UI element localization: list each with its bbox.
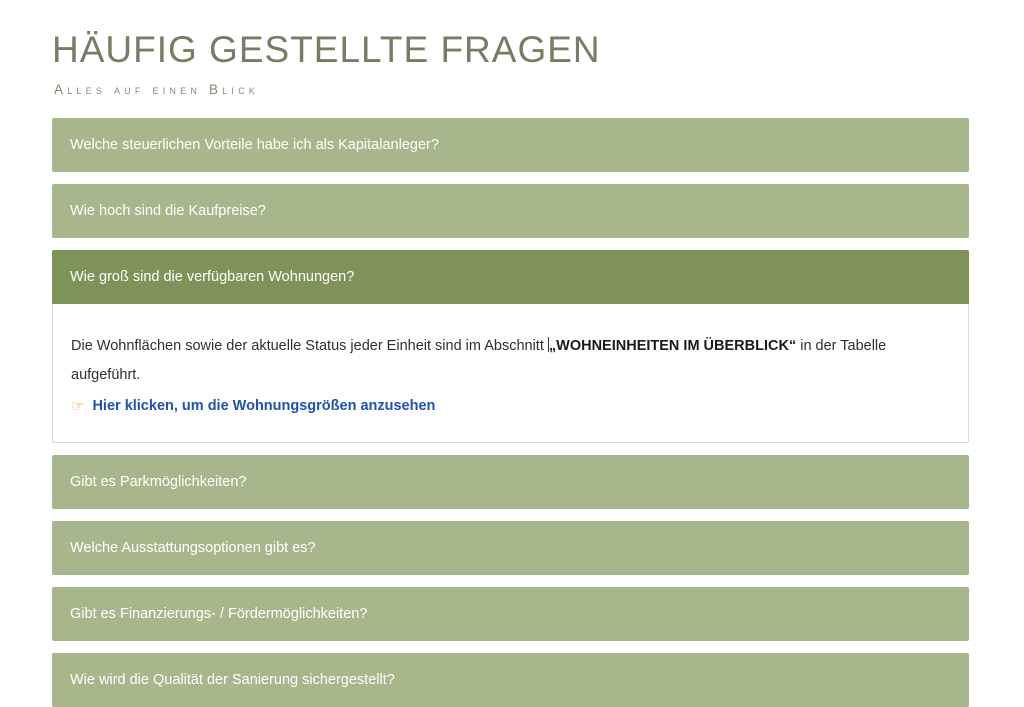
faq-answer-3-link-row xyxy=(71,396,946,416)
faq-accordion xyxy=(0,118,1024,707)
faq-question-7[interactable]: Wie wird die Qualität der Sanierung sichergestellt? xyxy=(52,653,969,707)
faq-question-1[interactable]: Welche steuerlichen Vorteile habe ich als Kapitalanleger? xyxy=(52,118,969,172)
faq-item-6 xyxy=(52,587,969,641)
text-caret xyxy=(548,337,549,352)
faq-answer-3-text-part1: Die Wohnflächen sowie der aktuelle Status jeder Einheit sind im Abschnitt xyxy=(71,338,548,354)
faq-answer-3-link[interactable]: Hier klicken, um die Wohnungsgrößen anzusehen xyxy=(92,398,436,414)
pointing-hand-icon: ☞ xyxy=(71,397,85,415)
faq-question-6[interactable]: Gibt es Finanzierungs- / Fördermöglichkeiten? xyxy=(52,587,969,641)
page-header xyxy=(0,0,1024,97)
faq-item-4 xyxy=(52,455,969,509)
faq-item-7 xyxy=(52,653,969,707)
faq-item-5 xyxy=(52,521,969,575)
faq-answer-3-text-emphasis: „WOHNEINHEITEN IM ÜBERBLICK“ xyxy=(548,338,797,354)
faq-question-4[interactable]: Gibt es Parkmöglichkeiten? xyxy=(52,455,969,509)
faq-answer-3-text-part2: in der Tabelle aufgeführt. xyxy=(71,338,887,383)
faq-question-3[interactable]: Wie groß sind die verfügbaren Wohnungen? xyxy=(52,250,969,304)
faq-item-3 xyxy=(52,250,969,443)
faq-item-2 xyxy=(52,184,969,238)
faq-question-5[interactable]: Welche Ausstattungsoptionen gibt es? xyxy=(52,521,969,575)
faq-answer-3 xyxy=(52,304,969,443)
faq-item-1 xyxy=(52,118,969,172)
page-subtitle: Alles auf einen Blick xyxy=(54,82,259,97)
faq-question-2[interactable]: Wie hoch sind die Kaufpreise? xyxy=(52,184,969,238)
page-title: HÄUFIG GESTELLTE FRAGEN xyxy=(52,29,601,70)
faq-answer-3-text xyxy=(71,332,946,390)
